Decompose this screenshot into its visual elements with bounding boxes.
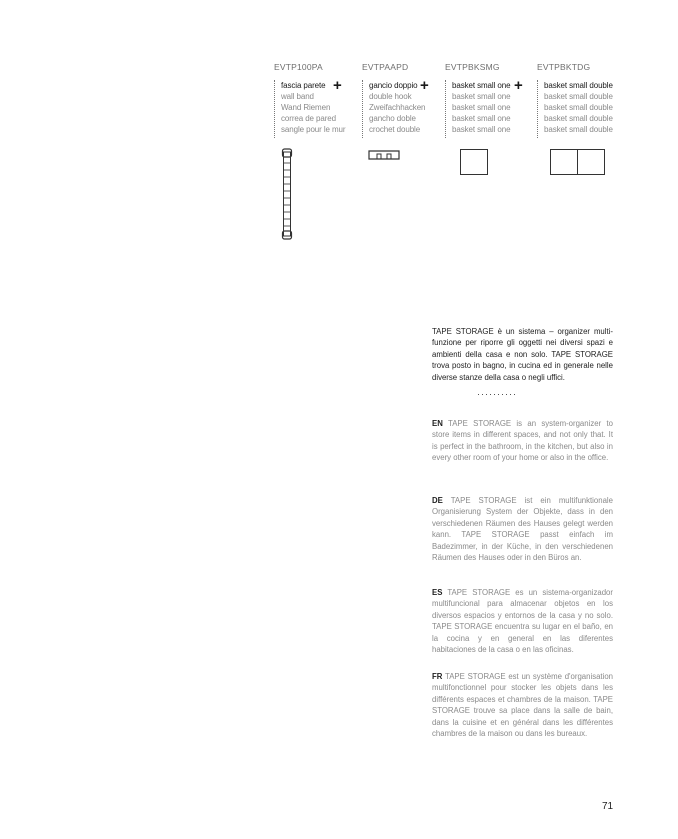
product-name-it: basket small double: [544, 81, 613, 90]
description-de: [432, 495, 613, 563]
product-name-en: double hook: [369, 92, 412, 101]
product-name-de: basket small one: [452, 103, 511, 112]
page-number: 71: [602, 801, 614, 812]
product-column: [445, 62, 511, 134]
description-text-fr: TAPE STORAGE est un système d'organisation multifonctionnel pour stocker les objets dans les différents espaces et chambres de la maison. TAPE STORAGE trouve sa place dans la salle de bain, dans la cuisine et en général dans les différentes chambres de la maison ou dans les bureaux.: [432, 672, 613, 739]
product-name-it: basket small one: [452, 81, 511, 90]
description-en: [432, 418, 613, 464]
lang-code-en: EN: [432, 419, 443, 428]
product-name-fr: sangle pour le mur: [281, 125, 346, 134]
plus-icon: +: [420, 77, 429, 94]
product-names: [445, 80, 510, 138]
product-name-en: basket small one: [452, 92, 511, 101]
product-name-it: fascia parete: [281, 81, 326, 90]
product-name-fr: basket small one: [452, 125, 511, 134]
double-hook-icon: [368, 149, 400, 161]
lang-code-es: ES: [432, 588, 443, 597]
product-name-de: Wand Riemen: [281, 103, 331, 112]
product-name-es: correa de pared: [281, 114, 336, 123]
description-it: TAPE STORAGE è un sistema – organizer multi-funzione per riporre gli oggetti nei diversi spazi e ambienti della casa e non solo. TAPE STORAGE trova posto in bagno, in cucina ed in generale nelle diverse stanze della casa o negli uffici.: [432, 327, 613, 382]
product-code: EVTPBKSMG: [445, 62, 500, 72]
lang-code-de: DE: [432, 496, 443, 505]
product-code: EVTPBKTDG: [537, 62, 591, 72]
product-column: [537, 62, 613, 134]
product-name-en: basket small double: [544, 92, 613, 101]
product-name-en: wall band: [281, 92, 314, 101]
product-column: [274, 62, 346, 134]
plus-icon: +: [333, 77, 342, 94]
separator-dots: ··········: [477, 389, 517, 399]
description-fr: [432, 671, 613, 739]
product-name-es: gancho doble: [369, 114, 416, 123]
product-name-fr: basket small double: [544, 125, 613, 134]
product-name-fr: crochet double: [369, 125, 421, 134]
description-text-de: TAPE STORAGE ist ein multifunktionale Organisierung System der Objekte, dass in den verschiedenen Räumen des Hauses gelegt werden kann. TAPE STORAGE passt einfach im Badezimmer, in der Küche, in den verschiedenen Räumen des Hauses oder in den Büros an.: [432, 496, 613, 563]
product-name-de: Zweifachhacken: [369, 103, 426, 112]
product-code: EVTP100PA: [274, 62, 323, 72]
product-name-es: basket small double: [544, 114, 613, 123]
wall-band-icon: [280, 148, 294, 240]
basket-double-icon: [550, 149, 605, 175]
product-column: [362, 62, 426, 134]
description-text-en: TAPE STORAGE is an system-organizer to store items in different spaces, and not only that. It is perfect in the bathroom, in the kitchen, but also in every other room of your home or also in the office.: [432, 419, 613, 463]
product-names: [362, 80, 425, 138]
plus-icon: +: [514, 77, 523, 94]
description-text-es: TAPE STORAGE es un sistema-organizador multifuncional para almacenar objetos en los diversos espacios y entornos de la casa y no solo. TAPE STORAGE encuentra su lugar en el baño, en la cocina y en general en las diferentes habitaciones de la casa o en las oficinas.: [432, 588, 613, 655]
lang-code-fr: FR: [432, 672, 443, 681]
product-code: EVTPAAPD: [362, 62, 409, 72]
product-name-es: basket small one: [452, 114, 511, 123]
basket-single-icon: [460, 149, 488, 175]
description-es: [432, 587, 613, 655]
product-names: [537, 80, 613, 138]
product-name-it: gancio doppio: [369, 81, 418, 90]
product-name-de: basket small double: [544, 103, 613, 112]
